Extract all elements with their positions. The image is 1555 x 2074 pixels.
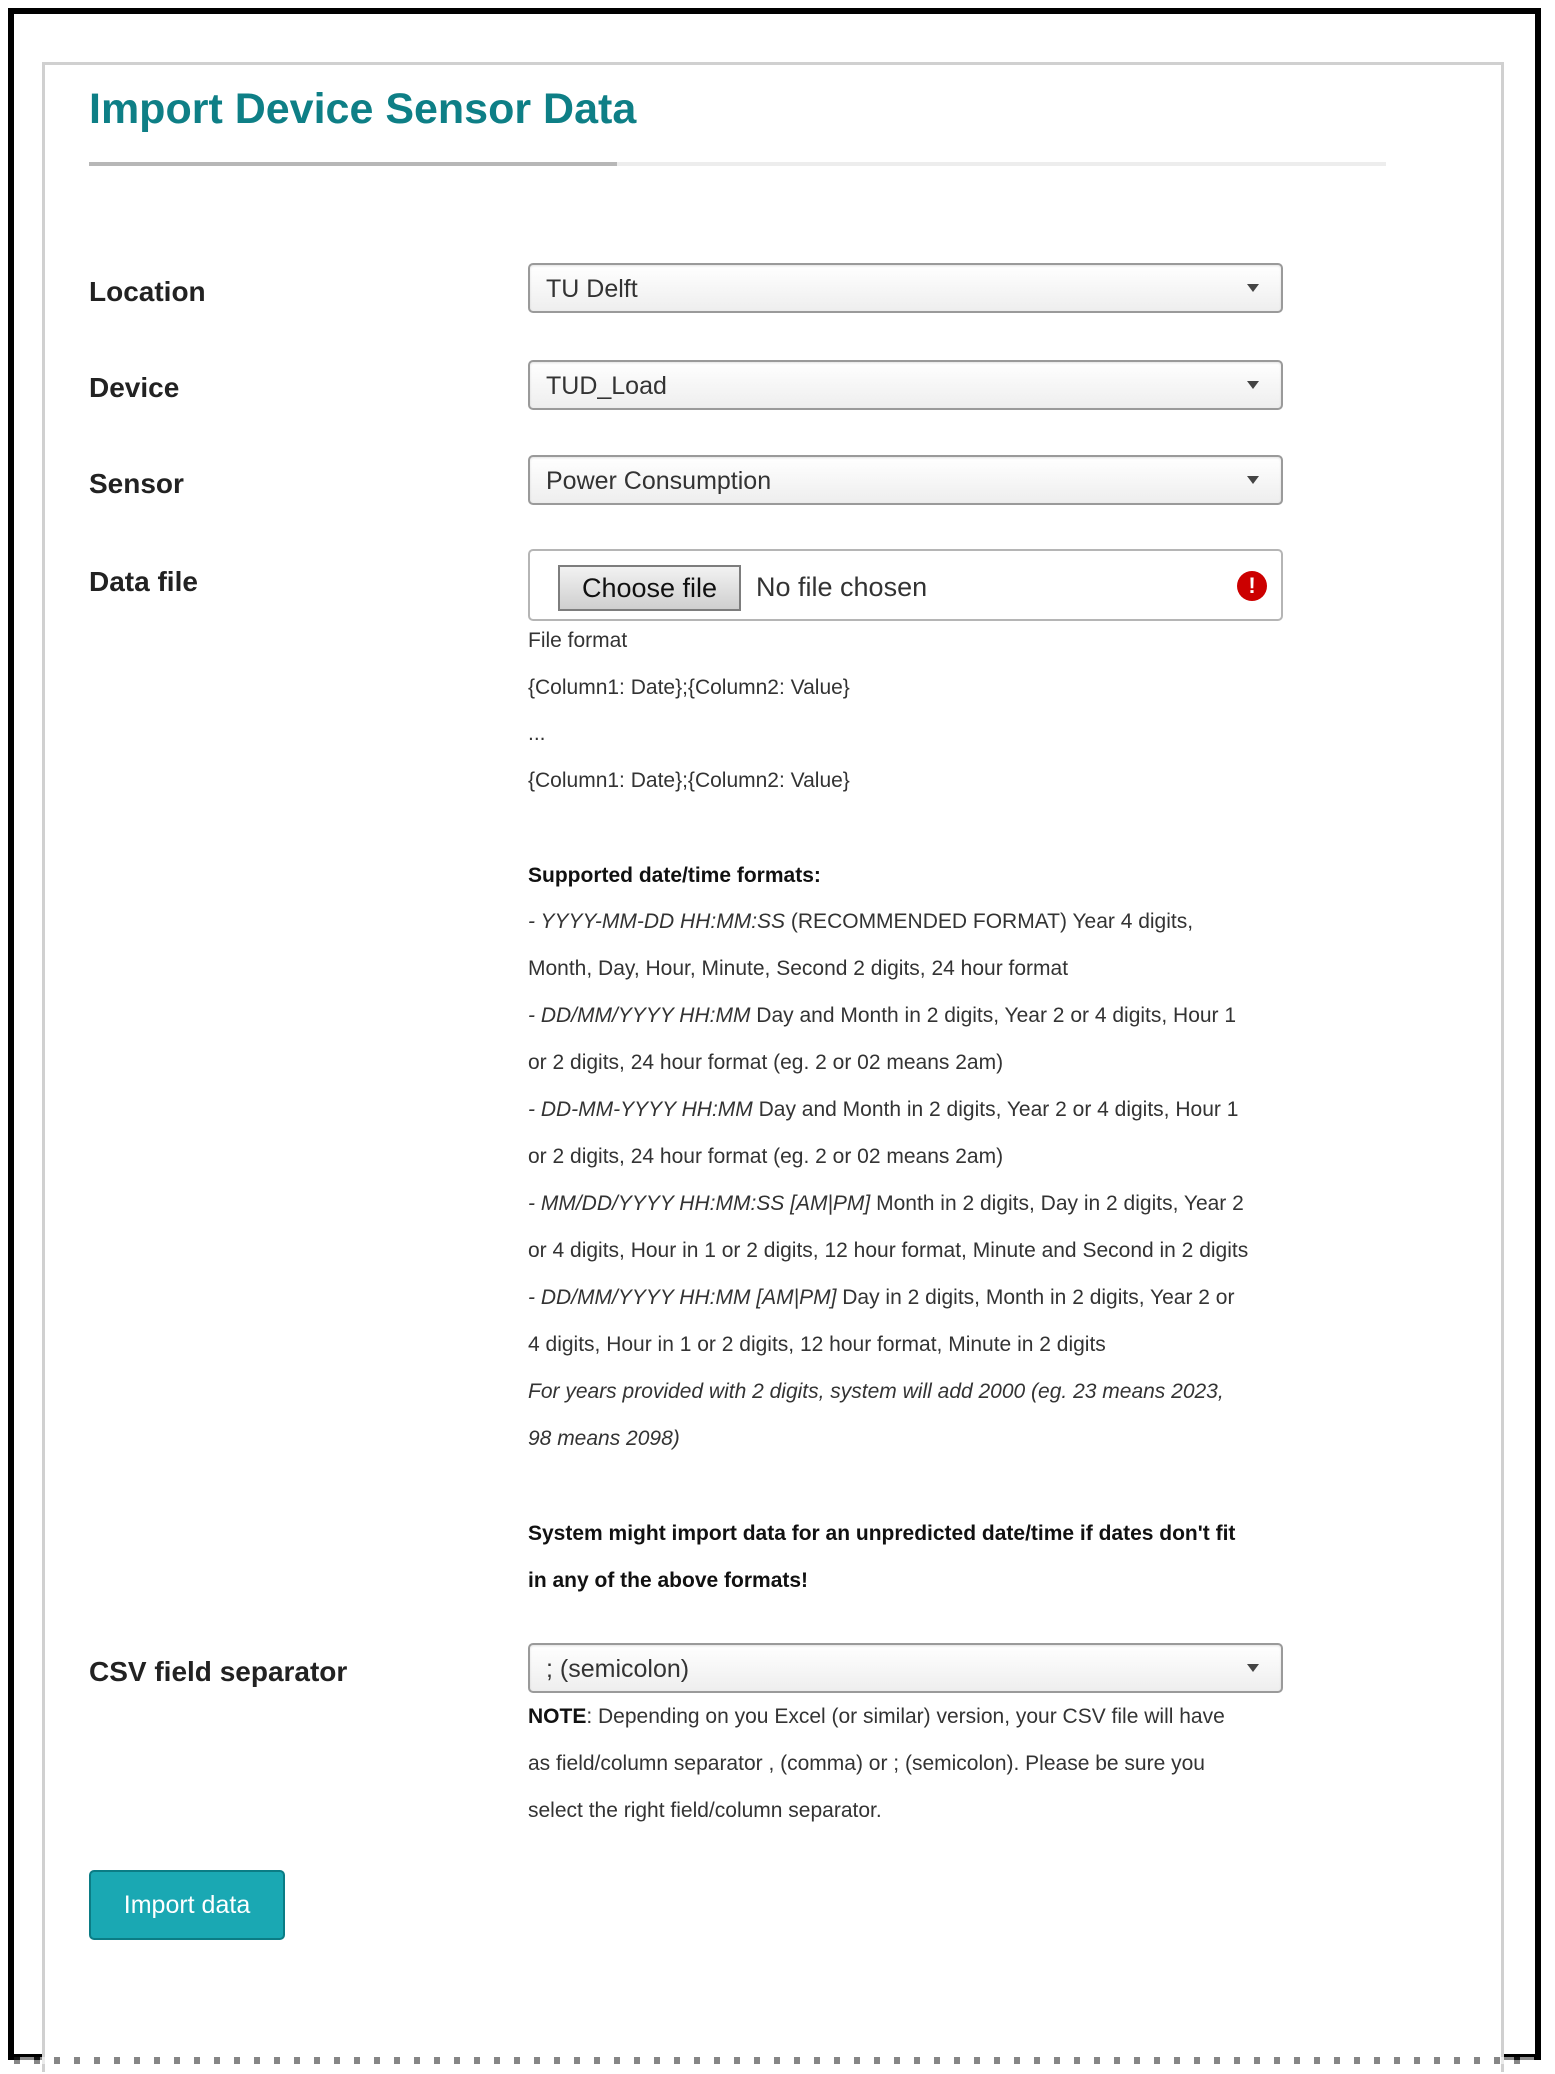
location-label: Location xyxy=(89,276,206,307)
csv-note-line: as field/column separator , (comma) or ; (semicolon). Please be sure you xyxy=(528,1752,1205,1775)
two-digit-year-note: 98 means 2098) xyxy=(528,1427,680,1450)
sensor-select[interactable] xyxy=(528,455,1283,505)
import-data-button[interactable]: Import data xyxy=(89,1870,285,1940)
file-format-line: {Column1: Date};{Column2: Value} xyxy=(528,769,850,792)
choose-file-button[interactable]: Choose file xyxy=(558,565,741,611)
format-pattern: - DD/MM/YYYY HH:MM xyxy=(528,1004,751,1027)
format-description: Month in 2 digits, Day in 2 digits, Year 2 xyxy=(870,1192,1244,1215)
location-select-value: TU Delft xyxy=(546,275,638,303)
format-description-line: or 2 digits, 24 hour format (eg. 2 or 02 means 2am) xyxy=(528,1051,1004,1074)
format-description: Day and Month in 2 digits, Year 2 or 4 digits, Hour 1 xyxy=(750,1004,1237,1027)
sensor-select-value: Power Consumption xyxy=(546,467,772,495)
format-pattern: - DD-MM-YYYY HH:MM xyxy=(528,1098,753,1121)
title-divider-accent xyxy=(89,162,617,166)
file-format-heading: File format xyxy=(528,629,628,652)
file-status-text: No file chosen xyxy=(756,572,928,602)
format-item xyxy=(528,1004,1236,1028)
format-description-line: or 2 digits, 24 hour format (eg. 2 or 02 means 2am) xyxy=(528,1145,1004,1168)
format-item xyxy=(528,910,1193,934)
format-description-line: or 4 digits, Hour in 1 or 2 digits, 12 hour format, Minute and Second in 2 digits xyxy=(528,1239,1249,1262)
two-digit-year-note: For years provided with 2 digits, system will add 2000 (eg. 23 means 2023, xyxy=(528,1380,1224,1403)
csv-note-text: : Depending on you Excel (or similar) version, your CSV file will have xyxy=(586,1705,1225,1728)
supported-formats-heading: Supported date/time formats: xyxy=(528,864,821,887)
format-pattern: - YYYY-MM-DD HH:MM:SS xyxy=(528,910,786,933)
file-format-ellipsis: ... xyxy=(528,722,546,745)
format-pattern: - MM/DD/YYYY HH:MM:SS [AM|PM] xyxy=(528,1192,871,1215)
csv-separator-label: CSV field separator xyxy=(89,1656,348,1687)
chevron-down-icon xyxy=(1247,381,1259,389)
cropped-content-edge xyxy=(14,2057,1534,2064)
sensor-label: Sensor xyxy=(89,468,184,499)
format-description: Day and Month in 2 digits, Year 2 or 4 digits, Hour 1 xyxy=(752,1098,1239,1121)
format-item xyxy=(528,1192,1244,1216)
chevron-down-icon xyxy=(1247,476,1259,484)
import-warning: in any of the above formats! xyxy=(528,1569,809,1592)
import-warning: System might import data for an unpredicted date/time if dates don't fit xyxy=(528,1522,1236,1545)
format-description: (RECOMMENDED FORMAT) Year 4 digits, xyxy=(785,910,1194,933)
title-divider xyxy=(89,162,1386,166)
data-file-label: Data file xyxy=(89,566,198,597)
format-description: Day in 2 digits, Month in 2 digits, Year 2 or xyxy=(836,1286,1235,1309)
alert-icon: ! xyxy=(1237,571,1267,601)
location-select[interactable] xyxy=(528,263,1283,313)
csv-separator-value: ; (semicolon) xyxy=(546,1655,690,1683)
file-format-line: {Column1: Date};{Column2: Value} xyxy=(528,676,850,699)
csv-separator-select[interactable] xyxy=(528,1643,1283,1693)
device-select[interactable] xyxy=(528,360,1283,410)
chevron-down-icon xyxy=(1247,1664,1259,1672)
device-select-value: TUD_Load xyxy=(546,372,667,400)
chevron-down-icon xyxy=(1247,284,1259,292)
device-label: Device xyxy=(89,372,180,403)
csv-note xyxy=(528,1705,1225,1729)
csv-note-label: NOTE xyxy=(528,1705,587,1728)
data-file-input[interactable] xyxy=(528,549,1283,621)
format-pattern: - DD/MM/YYYY HH:MM [AM|PM] xyxy=(528,1286,837,1309)
format-description-line: 4 digits, Hour in 1 or 2 digits, 12 hour format, Minute in 2 digits xyxy=(528,1333,1106,1356)
format-item xyxy=(528,1098,1238,1122)
format-item xyxy=(528,1286,1234,1310)
format-description-line: Month, Day, Hour, Minute, Second 2 digits, 24 hour format xyxy=(528,957,1069,980)
csv-note-line: select the right field/column separator. xyxy=(528,1799,882,1822)
page-title: Import Device Sensor Data xyxy=(89,85,637,133)
